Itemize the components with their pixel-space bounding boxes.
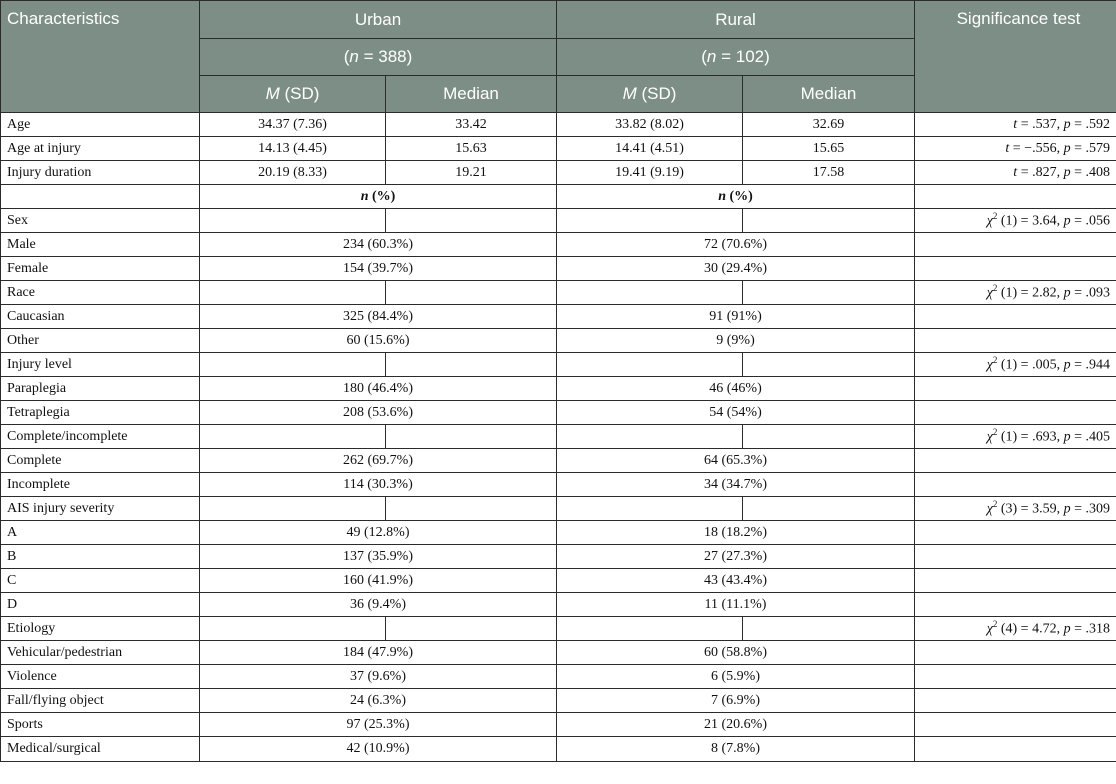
urban-count-cell: 208 (53.6%) [200,401,557,425]
rural-count-cell: 9 (9%) [557,329,915,353]
row-label: Medical/surgical [1,737,200,762]
empty-cell [915,641,1116,665]
rural-count-cell: 43 (43.4%) [557,569,915,593]
urban-count-cell: 234 (60.3%) [200,233,557,257]
empty-cell [915,185,1116,209]
urban-count-cell: 137 (35.9%) [200,545,557,569]
row-label: Caucasian [1,305,200,329]
empty-cell [386,353,557,377]
row-label: Female [1,257,200,281]
empty-cell [743,497,915,521]
empty-cell [743,209,915,233]
rural-count-cell: 34 (34.7%) [557,473,915,497]
row-label: Violence [1,665,200,689]
urban-count-cell: 97 (25.3%) [200,713,557,737]
empty-cell [557,353,743,377]
empty-cell [386,425,557,449]
row-label: Tetraplegia [1,401,200,425]
row-label: Sports [1,713,200,737]
header-rural-msd: M (SD) [557,76,743,113]
empty-cell [915,329,1116,353]
row-label: Complete [1,449,200,473]
rural-count-cell: 91 (91%) [557,305,915,329]
urban-count-cell: 262 (69.7%) [200,449,557,473]
test-cell: $\chi^2$ (1) = .005, p = .944 [915,353,1116,377]
urban-median-cell: 19.21 [386,161,557,185]
empty-cell [386,497,557,521]
group-label: Sex [1,209,200,233]
group-row [1,209,1116,233]
table-row [1,401,1116,425]
empty-cell [915,257,1116,281]
header-rural-median: Median [743,76,915,113]
row-label: Paraplegia [1,377,200,401]
group-row [1,353,1116,377]
table-row [1,593,1116,617]
group-row [1,617,1116,641]
row-label: Age at injury [1,137,200,161]
rural-msd-cell: 14.41 (4.51) [557,137,743,161]
header-urban: Urban [200,1,557,39]
empty-cell [915,569,1116,593]
table-row [1,521,1116,545]
row-label: Incomplete [1,473,200,497]
rural-count-cell: 54 (54%) [557,401,915,425]
empty-cell [915,713,1116,737]
group-row [1,281,1116,305]
empty-cell [915,305,1116,329]
header-urban-n: (n = 388) [200,39,557,76]
empty-cell [743,353,915,377]
empty-cell [743,617,915,641]
group-row [1,425,1116,449]
test-cell: t = .827, p = .408 [915,161,1116,185]
empty-cell [743,281,915,305]
rural-count-cell: 64 (65.3%) [557,449,915,473]
empty-cell [915,665,1116,689]
test-cell: t = .537, p = .592 [915,113,1116,137]
urban-count-cell: 49 (12.8%) [200,521,557,545]
empty-cell [915,521,1116,545]
group-label: Injury level [1,353,200,377]
empty-cell [915,737,1116,762]
table-row [1,641,1116,665]
table-row [1,737,1116,762]
row-label: Other [1,329,200,353]
urban-count-cell: 60 (15.6%) [200,329,557,353]
empty-cell [915,233,1116,257]
rural-count-cell: 7 (6.9%) [557,689,915,713]
table-row [1,545,1116,569]
urban-count-cell: 154 (39.7%) [200,257,557,281]
row-label: Male [1,233,200,257]
empty-cell [386,209,557,233]
row-label: Injury duration [1,161,200,185]
table-header [1,1,1116,113]
empty-cell [915,377,1116,401]
empty-cell [557,209,743,233]
test-cell: $\chi^2$ (1) = 3.64, p = .056 [915,209,1116,233]
empty-cell [915,545,1116,569]
urban-msd-cell: 34.37 (7.36) [200,113,386,137]
table-row [1,233,1116,257]
table-body [1,113,1116,762]
group-label: Etiology [1,617,200,641]
rural-count-cell: 18 (18.2%) [557,521,915,545]
rural-count-cell: 11 (11.1%) [557,593,915,617]
rural-median-cell: 15.65 [743,137,915,161]
empty-cell [915,689,1116,713]
urban-count-cell: 160 (41.9%) [200,569,557,593]
table-row [1,161,1116,185]
table-row [1,137,1116,161]
group-row [1,497,1116,521]
urban-count-cell: 180 (46.4%) [200,377,557,401]
empty-cell [557,617,743,641]
urban-msd-cell: 14.13 (4.45) [200,137,386,161]
test-cell: $\chi^2$ (1) = .693, p = .405 [915,425,1116,449]
table-row [1,305,1116,329]
row-label: Age [1,113,200,137]
table-row [1,689,1116,713]
urban-count-cell: 42 (10.9%) [200,737,557,762]
rural-msd-cell: 19.41 (9.19) [557,161,743,185]
empty-cell [743,425,915,449]
empty-cell [557,425,743,449]
subheader-row [1,185,1116,209]
rural-count-cell: 30 (29.4%) [557,257,915,281]
group-label: AIS injury severity [1,497,200,521]
header-rural: Rural [557,1,915,39]
rural-count-cell: 60 (58.8%) [557,641,915,665]
row-label: D [1,593,200,617]
urban-count-cell: 184 (47.9%) [200,641,557,665]
row-label: C [1,569,200,593]
empty-cell [386,617,557,641]
urban-median-cell: 33.42 [386,113,557,137]
table-row [1,257,1116,281]
table-row [1,449,1116,473]
table-row [1,665,1116,689]
urban-count-cell: 24 (6.3%) [200,689,557,713]
row-label: Vehicular/pedestrian [1,641,200,665]
header-urban-median: Median [386,76,557,113]
table-row [1,377,1116,401]
rural-count-cell: 6 (5.9%) [557,665,915,689]
empty-cell [915,449,1116,473]
urban-count-cell: 114 (30.3%) [200,473,557,497]
rural-count-cell: 46 (46%) [557,377,915,401]
empty-cell [200,425,386,449]
test-cell: $\chi^2$ (1) = 2.82, p = .093 [915,281,1116,305]
empty-cell [386,281,557,305]
table-row [1,113,1116,137]
header-urban-msd: M (SD) [200,76,386,113]
urban-count-cell: 325 (84.4%) [200,305,557,329]
empty-cell [557,497,743,521]
group-label: Complete/incomplete [1,425,200,449]
empty-cell [200,617,386,641]
empty-cell [200,497,386,521]
table-row [1,473,1116,497]
urban-count-cell: 36 (9.4%) [200,593,557,617]
row-label: A [1,521,200,545]
rural-median-cell: 17.58 [743,161,915,185]
row-label: Fall/flying object [1,689,200,713]
group-label: Race [1,281,200,305]
test-cell: $\chi^2$ (3) = 3.59, p = .309 [915,497,1116,521]
empty-cell [915,593,1116,617]
empty-cell [557,281,743,305]
header-rural-n: (n = 102) [557,39,915,76]
table-row [1,713,1116,737]
urban-median-cell: 15.63 [386,137,557,161]
rural-msd-cell: 33.82 (8.02) [557,113,743,137]
empty-cell [200,209,386,233]
rural-count-cell: 27 (27.3%) [557,545,915,569]
rural-median-cell: 32.69 [743,113,915,137]
empty-cell [915,473,1116,497]
rural-count-cell: 72 (70.6%) [557,233,915,257]
urban-n-pct-label: n (%) [200,185,557,209]
empty-cell [1,185,200,209]
empty-cell [200,281,386,305]
rural-count-cell: 8 (7.8%) [557,737,915,762]
empty-cell [200,353,386,377]
header-characteristics: Characteristics [1,1,200,113]
header-significance: Significance test [915,1,1116,113]
table-row [1,569,1116,593]
table-row [1,329,1116,353]
empty-cell [915,401,1116,425]
test-cell: t = −.556, p = .579 [915,137,1116,161]
urban-count-cell: 37 (9.6%) [200,665,557,689]
urban-msd-cell: 20.19 (8.33) [200,161,386,185]
row-label: B [1,545,200,569]
rural-n-pct-label: n (%) [557,185,915,209]
rural-count-cell: 21 (20.6%) [557,713,915,737]
test-cell: $\chi^2$ (4) = 4.72, p = .318 [915,617,1116,641]
